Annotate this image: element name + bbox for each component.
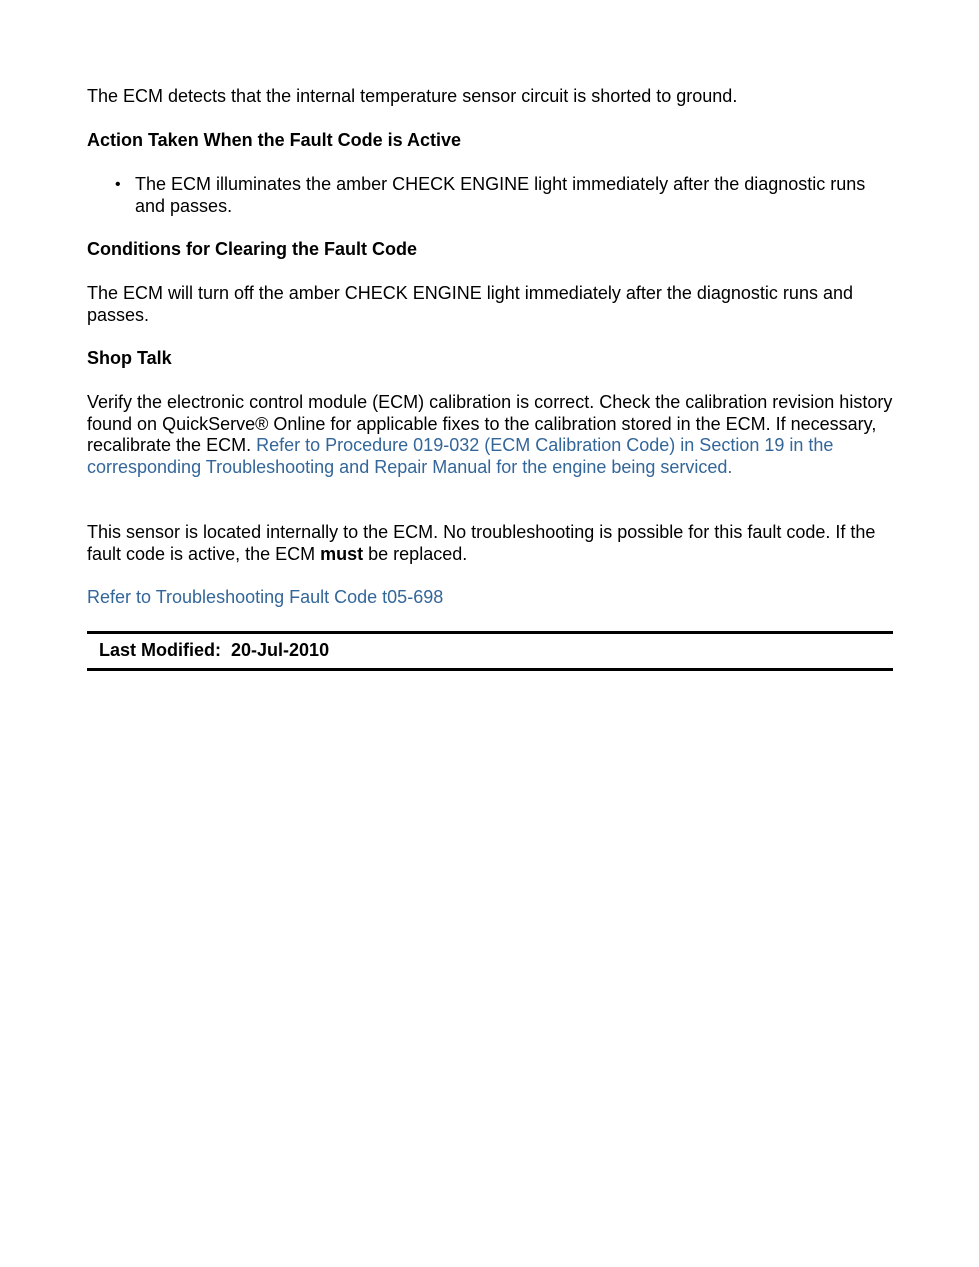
last-modified-date: 20-Jul-2010 <box>231 640 330 660</box>
action-list <box>87 174 893 217</box>
shop-talk-paragraph <box>87 392 893 479</box>
troubleshooting-link[interactable]: Refer to Troubleshooting Fault Code t05-698 <box>87 587 444 607</box>
clearing-heading: Conditions for Clearing the Fault Code <box>87 239 417 259</box>
sensor-text: This sensor is located internally to the ECM. No troubleshooting is possible for this fault code. If the fault code is active, the ECM <box>87 522 876 564</box>
last-modified <box>99 640 329 662</box>
procedure-link[interactable]: Refer to Procedure 019-032 (ECM Calibration Code) in Section 19 in the corresponding Troubleshooting and Repair Manual for the engine being serviced. <box>87 435 834 478</box>
clearing-text: The ECM will turn off the amber CHECK ENGINE light immediately after the diagnostic runs and passes. <box>87 283 853 325</box>
list-item-text: The ECM illuminates the amber CHECK ENGINE light immediately after the diagnostic runs and passes. <box>135 174 866 216</box>
action-heading: Action Taken When the Fault Code is Active <box>87 130 462 150</box>
list-item <box>87 174 893 217</box>
bullet-icon: • <box>115 176 121 193</box>
shop-talk-heading: Shop Talk <box>87 348 172 368</box>
footer-bar <box>87 631 893 671</box>
intro-text: The ECM detects that the internal temperature sensor circuit is shorted to ground. <box>87 86 738 106</box>
sensor-paragraph <box>87 522 893 565</box>
sensor-emphasis: must <box>320 543 364 564</box>
last-modified-label: Last Modified: <box>99 640 221 660</box>
sensor-text-end: be replaced. <box>368 543 468 564</box>
shop-talk-text: Verify the electronic control module (ECM) calibration is correct. Check the calibration revision history found on QuickServe® Online for applicable fixes to the calibration stored in the ECM. If necessary, recalibrate the ECM. <box>87 392 893 456</box>
